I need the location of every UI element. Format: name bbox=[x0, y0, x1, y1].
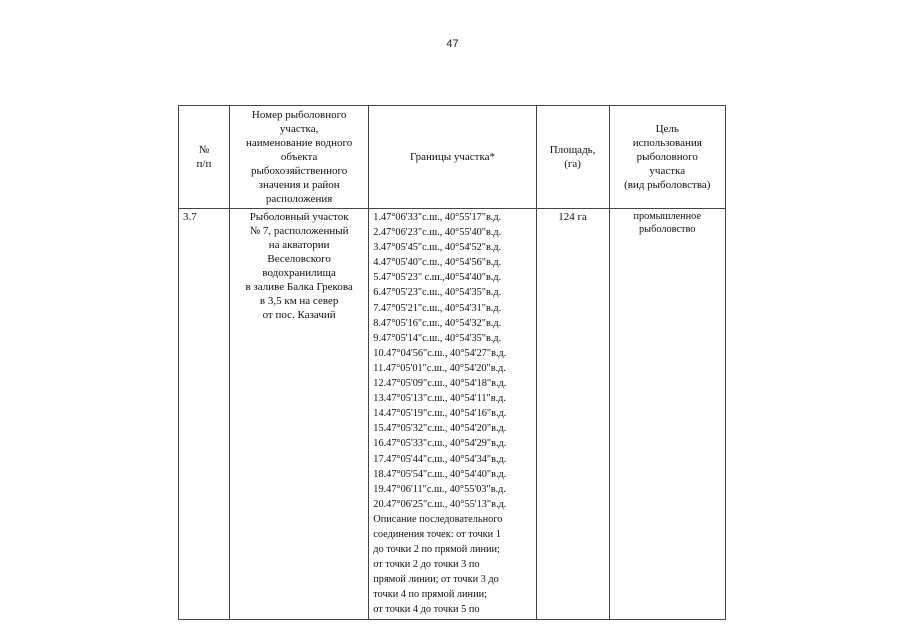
boundary-point: 20.47°06'25"с.ш., 40°55'13"в.д. bbox=[373, 498, 507, 510]
header-plot-name-line: объекта bbox=[280, 151, 318, 163]
header-purpose-line: Цель bbox=[655, 123, 679, 135]
boundary-point: 18.47°05'54"с.ш., 40°54'40"в.д. bbox=[373, 468, 507, 480]
header-number bbox=[179, 106, 230, 209]
boundary-point: 16.47°05'33"с.ш., 40°54'29"в.д. bbox=[373, 438, 507, 450]
header-plot-name-line: расположения bbox=[265, 193, 333, 205]
header-plot-name-line: участка, bbox=[279, 123, 319, 135]
boundary-description-line: от точки 2 до точки 3 по bbox=[373, 559, 480, 571]
header-plot-name-line: Номер рыболовного bbox=[251, 109, 347, 121]
header-purpose bbox=[609, 106, 726, 209]
boundary-description-line: Описание последовательного bbox=[373, 513, 503, 525]
plot-name-line: в заливе Балка Грекова bbox=[245, 281, 353, 293]
plot-name-line: Веселовского bbox=[267, 253, 331, 265]
boundary-point: 3.47°05'45"с.ш., 40°54'52"в.д. bbox=[373, 242, 502, 254]
fishing-plots-table bbox=[178, 105, 726, 620]
boundary-description-line: до точки 2 по прямой линии; bbox=[373, 544, 500, 556]
boundary-point: 19.47°06'11"с.ш., 40°55'03"в.д. bbox=[373, 483, 506, 495]
boundary-point: 5.47°05'23" с.ш.,40°54'40"в.д. bbox=[373, 272, 502, 284]
boundary-point: 11.47°05'01"с.ш., 40°54'20"в.д. bbox=[373, 362, 506, 374]
header-number-line: № bbox=[198, 144, 210, 156]
header-purpose-line: участка bbox=[649, 165, 686, 177]
row-number: 3.7 bbox=[179, 209, 230, 620]
boundary-point: 4.47°05'40"с.ш., 40°54'56"в.д. bbox=[373, 257, 502, 269]
boundary-description-line: прямой линии; от точки 3 до bbox=[373, 574, 499, 586]
boundary-description-line: соединения точек: от точки 1 bbox=[373, 528, 501, 540]
table-row bbox=[179, 209, 726, 620]
boundary-point: 14.47°05'19"с.ш., 40°54'16"в.д. bbox=[373, 408, 507, 420]
area-cell: 124 га bbox=[536, 209, 609, 620]
boundary-point: 6.47°05'23"с.ш., 40°54'35"в.д. bbox=[373, 287, 502, 299]
boundary-point: 10.47°04'56"с.ш., 40°54'27"в.д. bbox=[373, 347, 507, 359]
header-purpose-line: рыболовного bbox=[636, 151, 698, 163]
boundary-point: 2.47°06'23"с.ш., 40°55'40"в.д. bbox=[373, 227, 502, 239]
table-header-row bbox=[179, 106, 726, 209]
boundary-description-line: точки 4 по прямой линии; bbox=[373, 589, 487, 601]
purpose-line: промышленное bbox=[633, 211, 702, 222]
header-area bbox=[536, 106, 609, 209]
header-area-line: (га) bbox=[564, 158, 581, 170]
boundary-point: 17.47°05'44"с.ш., 40°54'34"в.д. bbox=[373, 453, 507, 465]
boundary-description-line: от точки 4 до точки 5 по bbox=[373, 604, 480, 616]
boundary-point: 1.47°06'33"с.ш., 40°55'17"в.д. bbox=[373, 212, 502, 223]
plot-name-line: Рыболовный участок bbox=[249, 211, 349, 223]
plot-name-line: № 7, расположенный bbox=[249, 225, 349, 237]
header-plot-name-line: значения и район bbox=[258, 179, 340, 191]
boundary-point: 13.47°05'13"с.ш., 40°54'11"в.д. bbox=[373, 393, 506, 405]
plot-name-line: на акватории bbox=[268, 239, 330, 251]
header-plot-name-line: наименование водного bbox=[246, 137, 353, 149]
header-plot-name-line: рыбохозяйственного bbox=[250, 165, 348, 177]
purpose-cell bbox=[609, 209, 726, 620]
bounds-cell bbox=[369, 209, 536, 620]
boundary-point: 9.47°05'14"с.ш., 40°54'35"в.д. bbox=[373, 332, 502, 344]
header-plot-name bbox=[229, 106, 368, 209]
header-bounds bbox=[369, 106, 536, 209]
boundary-point: 15.47°05'32"с.ш., 40°54'20"в.д. bbox=[373, 423, 507, 435]
header-purpose-line: использования bbox=[632, 137, 702, 149]
header-number-line: п/п bbox=[196, 158, 212, 170]
purpose-line: рыболовство bbox=[639, 224, 696, 235]
page-number: 47 bbox=[446, 38, 459, 50]
header-area-line: Площадь, bbox=[549, 144, 596, 156]
boundary-point: 12.47°05'09"с.ш., 40°54'18"в.д. bbox=[373, 378, 507, 390]
header-bounds-label: Границы участка* bbox=[410, 151, 496, 163]
plot-name-cell bbox=[229, 209, 368, 620]
boundary-point: 7.47°05'21"с.ш., 40°54'31"в.д. bbox=[373, 302, 502, 314]
header-purpose-line: (вид рыболовства) bbox=[624, 179, 711, 191]
boundary-point: 8.47°05'16"с.ш., 40°54'32"в.д. bbox=[373, 317, 502, 329]
plot-name-line: водохранилища bbox=[262, 267, 336, 279]
plot-name-line: от пос. Казачий bbox=[262, 309, 336, 321]
plot-name-line: в 3,5 км на север bbox=[259, 295, 339, 307]
